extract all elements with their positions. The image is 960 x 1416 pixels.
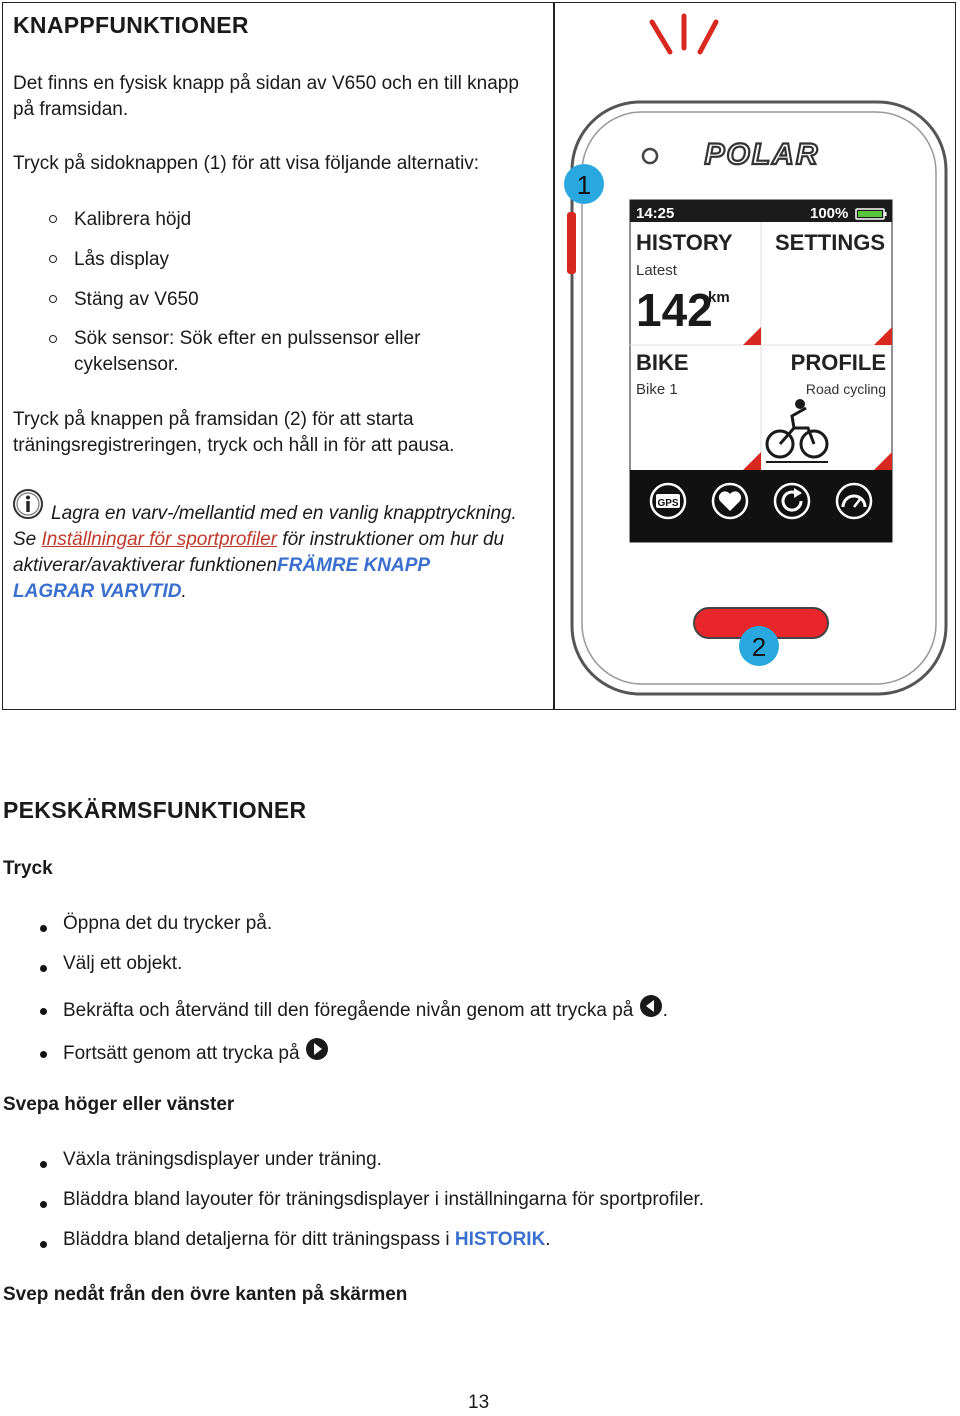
list-bullet	[40, 925, 47, 932]
list-bullet	[49, 255, 57, 263]
list-bullet	[40, 1051, 47, 1058]
tile-profile-title: PROFILE	[790, 350, 886, 375]
status-time: 14:25	[636, 205, 675, 222]
tap-item-continue-text: Fortsätt genom att trycka på	[63, 1043, 300, 1064]
note-line-2	[13, 527, 504, 553]
refresh-icon[interactable]	[775, 484, 809, 518]
front-button-line-2: träningsregistreringen, tryck och håll in för att pausa.	[13, 435, 455, 456]
subheading-swipe-down: Svep nedåt från den övre kanten på skärmen	[3, 1284, 408, 1305]
callout-1-label: 1	[576, 170, 592, 200]
tap-item	[63, 994, 668, 1024]
info-icon	[12, 488, 44, 520]
continue-arrow-icon	[305, 1037, 329, 1061]
history-link[interactable]: HISTORIK	[454, 1229, 546, 1250]
tile-history-title: HISTORY	[636, 230, 733, 255]
option-item: Sök sensor: Sök efter en pulssensor eller	[74, 328, 421, 349]
subheading-tap: Tryck	[3, 858, 53, 879]
note-line-3	[13, 553, 430, 579]
battery-level: 100%	[810, 205, 849, 222]
sport-profiles-link[interactable]: Inställningar för sportprofiler	[41, 529, 278, 550]
list-bullet	[40, 1241, 47, 1248]
intro-line-1: Det finns en fysisk knapp på sidan av V650 och en till knapp	[13, 73, 519, 94]
callout-1	[564, 164, 604, 204]
side-button-instruction: Tryck på sidoknappen (1) för att visa följande alternativ:	[13, 153, 480, 174]
list-bullet	[40, 965, 47, 972]
list-bullet	[49, 295, 57, 303]
polar-logo: POLAR	[704, 138, 820, 171]
front-button-term: FRÄMRE KNAPP	[277, 555, 431, 576]
front-button-line-1: Tryck på knappen på framsidan (2) för att starta	[13, 409, 414, 430]
gps-label: GPS	[657, 498, 679, 509]
tap-item	[63, 1037, 329, 1067]
swipe-item	[63, 1227, 551, 1253]
gps-icon[interactable]	[651, 484, 685, 518]
device-illustration	[556, 4, 954, 708]
tile-history-subtitle: Latest	[636, 262, 677, 279]
list-bullet	[49, 215, 57, 223]
note-line-2-rest: för instruktioner om hur du	[277, 529, 505, 550]
tap-item-back-text: Bekräfta och återvänd till den föregående nivån genom att trycka på	[63, 1000, 634, 1021]
side-button[interactable]	[567, 212, 576, 274]
tile-profile-subtitle: Road cycling	[805, 381, 886, 397]
speedometer-icon[interactable]	[837, 484, 871, 518]
option-item-continued: cykelsensor.	[74, 354, 179, 375]
note-line-4	[13, 579, 187, 605]
tile-settings-title: SETTINGS	[774, 230, 885, 255]
callout-2	[739, 626, 779, 666]
note-line-3-text: aktiverar/avaktiverar funktionen	[13, 555, 278, 576]
callout-2-label: 2	[751, 632, 767, 662]
list-bullet	[40, 1008, 47, 1015]
tap-item: Öppna det du trycker på.	[63, 913, 273, 934]
option-item: Kalibrera höjd	[74, 209, 192, 230]
tile-bike-title: BIKE	[636, 350, 689, 375]
page-number: 13	[468, 1392, 490, 1413]
swipe-item: Bläddra bland layouter för träningsdisplayer i inställningarna för sportprofiler.	[63, 1189, 705, 1210]
option-item: Stäng av V650	[74, 289, 199, 310]
list-bullet	[40, 1201, 47, 1208]
lap-time-term: LAGRAR VARVTID	[13, 581, 182, 602]
note-period: .	[181, 581, 187, 602]
back-arrow-icon	[639, 994, 663, 1018]
swipe-item: Växla träningsdisplayer under träning.	[63, 1149, 382, 1170]
option-item: Lås display	[74, 249, 170, 270]
list-bullet	[49, 335, 57, 343]
subheading-swipe: Svepa höger eller vänster	[3, 1094, 235, 1115]
swipe-item-history-period: .	[545, 1229, 551, 1250]
heart-icon[interactable]	[713, 484, 747, 518]
tile-settings[interactable]	[775, 230, 885, 255]
intro-line-2: på framsidan.	[13, 99, 129, 120]
press-indicator-icon	[652, 16, 716, 52]
list-bullet	[40, 1161, 47, 1168]
section-heading-knappfunktioner: KNAPPFUNKTIONER	[13, 12, 249, 38]
tile-history-unit: km	[708, 289, 730, 306]
table-divider	[553, 2, 555, 710]
note-line-1: Lagra en varv-/mellantid med en vanlig knapptryckning.	[51, 503, 517, 524]
section-heading-pekskarmsfunktioner: PEKSKÄRMSFUNKTIONER	[3, 797, 307, 823]
swipe-item-history-text: Bläddra bland detaljerna för ditt träningspass i	[63, 1229, 455, 1250]
tile-bike-subtitle: Bike 1	[636, 381, 678, 398]
tap-item-back-period: .	[662, 1000, 668, 1021]
note-se: Se	[13, 529, 42, 550]
tile-history-value: 142	[636, 284, 713, 336]
tap-item: Välj ett objekt.	[63, 953, 183, 974]
